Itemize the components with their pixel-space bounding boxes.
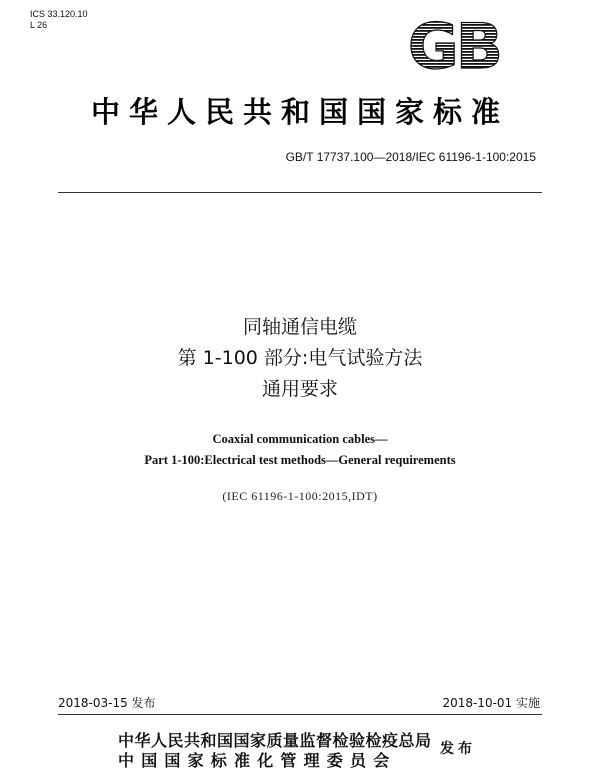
gb-logo — [395, 18, 513, 74]
iec-equivalence: (IEC 61196-1-100:2015,IDT) — [222, 489, 378, 503]
bottom-divider — [58, 714, 542, 715]
chinese-title-line-2: 第 1-100 部分:电气试验方法 — [177, 347, 423, 369]
classification-codes — [30, 9, 88, 31]
publisher-line-2: 中国国家标准化管理委员会 — [118, 751, 397, 770]
english-title-line-2: Part 1-100:Electrical test methods—General requirements — [144, 453, 456, 467]
ccs-code: L 26 — [30, 20, 48, 30]
ics-code: ICS 33.120.10 — [30, 9, 88, 19]
page-title: 中华人民共和国国家标准 — [90, 95, 509, 129]
issue-date: 2018-03-15 发布 — [58, 696, 156, 710]
chinese-title-line-1: 同轴通信电缆 — [242, 316, 357, 338]
gb-logo-text: GB — [407, 18, 501, 74]
publisher-line-1: 中华人民共和国国家质量监督检验检疫总局 — [118, 731, 432, 750]
top-divider — [58, 192, 542, 193]
standard-number: GB/T 17737.100—2018/IEC 61196-1-100:2015 — [285, 150, 536, 164]
chinese-title-line-3: 通用要求 — [261, 378, 338, 400]
english-title-line-1: Coaxial communication cables— — [212, 432, 388, 446]
publish-label: 发布 — [440, 741, 476, 757]
implementation-date: 2018-10-01 实施 — [442, 696, 540, 710]
